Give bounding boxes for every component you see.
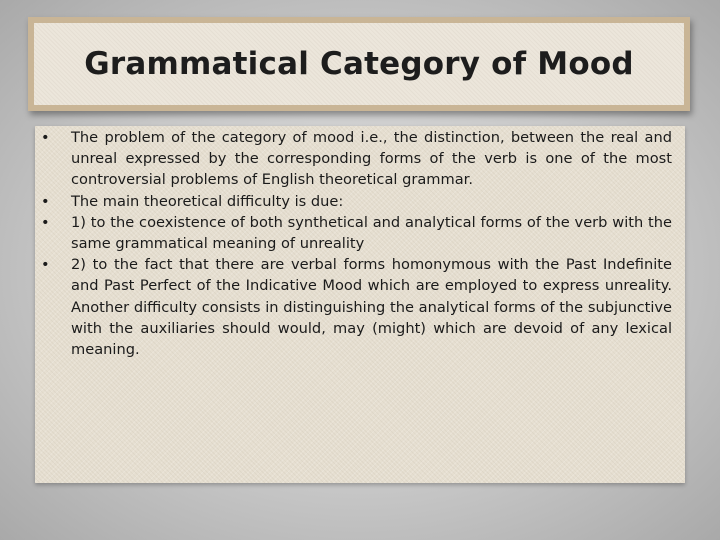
bullet-marker: • — [41, 192, 50, 210]
bullet-item — [38, 191, 672, 212]
bullet-item — [38, 212, 672, 254]
bullet-list — [38, 127, 672, 360]
bullet-text: The main theoretical difficulty is due: — [71, 192, 344, 210]
bullet-text: 2) to the fact that there are verbal forms homonymous with the Past Indefinite and Past Perfect of the Indicative Mood which are employed to express unreality. Another difficulty consists in distinguishing the analytical forms of the subjunctive with the auxiliaries should would, may (might) which are devoid of any lexical meaning. — [71, 256, 672, 359]
title-box — [28, 17, 690, 111]
bullet-marker: • — [41, 256, 50, 274]
slide-title: Grammatical Category of Mood — [84, 46, 634, 82]
bullet-marker: • — [41, 129, 50, 146]
bullet-item — [38, 254, 672, 360]
bullet-item — [38, 127, 672, 191]
bullet-marker: • — [41, 213, 50, 231]
bullet-text: 1) to the coexistence of both synthetical and analytical forms of the verb with the same grammatical meaning of unreality — [71, 213, 672, 253]
bullet-text: The problem of the category of mood i.e., the distinction, between the real and unreal expressed by the corresponding forms of the verb is one of the most controversial problems of English theoretical grammar. — [71, 129, 672, 189]
